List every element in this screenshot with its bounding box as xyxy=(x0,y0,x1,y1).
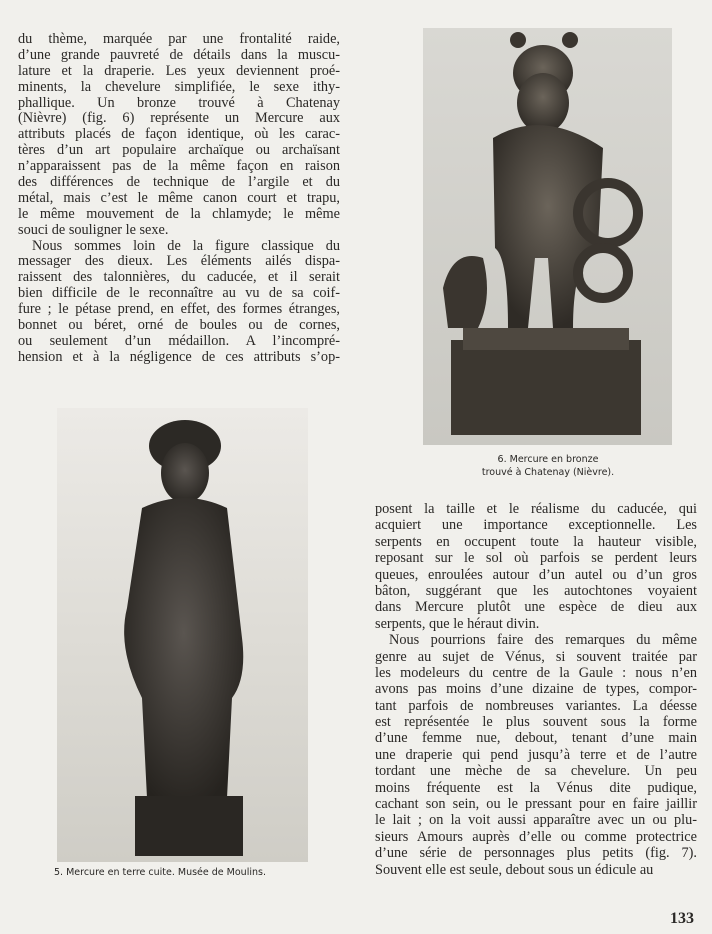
text-line: raissent des talonnières, du caducée, et il serait xyxy=(18,269,340,286)
figure-6-caption xyxy=(423,453,673,479)
text-line: métal, mais c’est le même canon court et trapu, xyxy=(18,189,340,206)
terracotta-mercury-photo xyxy=(57,408,308,862)
text-line: genre au sujet de Vénus, si souvent traitée par xyxy=(375,648,697,665)
text-line: bonnet ou béret, orné de boules ou de cornes, xyxy=(18,317,340,334)
text-line: du thème, marquée par une frontalité raide, xyxy=(18,31,340,47)
text-line: moins fréquente est la Vénus dite pudique, xyxy=(375,779,697,796)
text-line: Souvent elle est seule, debout sous un édicule au xyxy=(375,861,654,878)
text-line: hension et à la négligence de ces attributs s’op- xyxy=(18,348,340,365)
text-line: d’une femme nue, debout, tenant d’une main xyxy=(375,730,697,747)
figure-5-caption: 5. Mercure en terre cuite. Musée de Moulins. xyxy=(54,867,266,878)
text-line: bâton, suggérant que les autochtones voyaient xyxy=(375,582,697,599)
text-line: tordant une mèche de sa chevelure. Un peu xyxy=(375,763,697,780)
page-number: 133 xyxy=(670,910,694,927)
text-line: posent la taille et le réalisme du caducée, qui xyxy=(375,501,697,517)
text-line: avons pas moins d’une dizaine de types, compor- xyxy=(375,681,697,698)
figure-6-caption-line1: 6. Mercure en bronze xyxy=(497,454,599,465)
text-line: attributs placés de façon identique, où les carac- xyxy=(18,126,340,143)
text-line: le même mouvement de la chlamyde; le même xyxy=(18,205,340,222)
text-line: d’une grande pauvreté de détails dans la muscu- xyxy=(18,46,340,63)
text-line: ou seulement d’un médaillon. A l’incompré- xyxy=(18,332,340,349)
text-line: dans Mercure plutôt une espèce de dieu aux xyxy=(375,599,697,616)
text-line: phallique. Un bronze trouvé à Chatenay xyxy=(18,94,340,111)
text-line: minents, la chevelure simplifiée, le sexe ithy- xyxy=(18,78,340,95)
text-line: messager des dieux. Les éléments ailés dispa- xyxy=(18,253,340,270)
text-line: reposant sur le sol où parfois se perdent leurs xyxy=(375,550,697,567)
text-line: une draperie qui pend jusqu’à terre et de l’autre xyxy=(375,746,697,763)
text-line: sieurs Amours auprès d’elle ou comme protectrice xyxy=(375,828,697,845)
text-line: acquiert une importance exceptionnelle. Les xyxy=(375,517,697,534)
text-line: fure ; le pétase prend, en effet, des formes étranges, xyxy=(18,301,340,318)
text-line: tant parfois de nombreuses variantes. La déesse xyxy=(375,697,697,714)
text-line: cachant son sein, ou le pressant pour en faire jaillir xyxy=(375,796,697,813)
text-line: lature et la draperie. Les yeux deviennent proé- xyxy=(18,62,340,79)
text-line: d’une série de personnages plus petits (fig. 7). xyxy=(375,845,697,862)
text-line: des différences de technique de l’argile et du xyxy=(18,174,340,191)
text-line: (Nièvre) (fig. 6) représente un Mercure aux xyxy=(18,110,340,127)
text-line: tères d’un art populaire archaïque ou archaïsant xyxy=(18,142,340,159)
text-line: queues, enroulées autour d’un autel ou d’un gros xyxy=(375,566,697,583)
text-line: le lait ; on la voit aussi apparaître avec un ou plu- xyxy=(375,812,697,829)
text-line: serpents, que le héraut divin. xyxy=(375,615,540,632)
left-text-column xyxy=(18,32,340,366)
text-line: n’apparaissent pas de la même façon en raison xyxy=(18,158,340,175)
text-line: serpents en occupent toute la hauteur visible, xyxy=(375,533,697,550)
right-text-column xyxy=(375,501,697,878)
text-line: les modeleurs du centre de la Gaule : nous n’en xyxy=(375,664,697,681)
bronze-mercury-photo xyxy=(423,28,672,445)
text-line: Nous pourrions faire des remarques du même xyxy=(389,632,697,649)
text-line: est représentée le plus souvent sous la forme xyxy=(375,714,697,731)
text-line: Nous sommes loin de la figure classique du xyxy=(32,237,340,254)
figure-6-caption-line2: trouvé à Chatenay (Nièvre). xyxy=(481,467,615,478)
text-line: bien difficile de le reconnaître au vu de sa coif- xyxy=(18,285,340,302)
text-line: souci de souligner le sexe. xyxy=(18,221,169,238)
